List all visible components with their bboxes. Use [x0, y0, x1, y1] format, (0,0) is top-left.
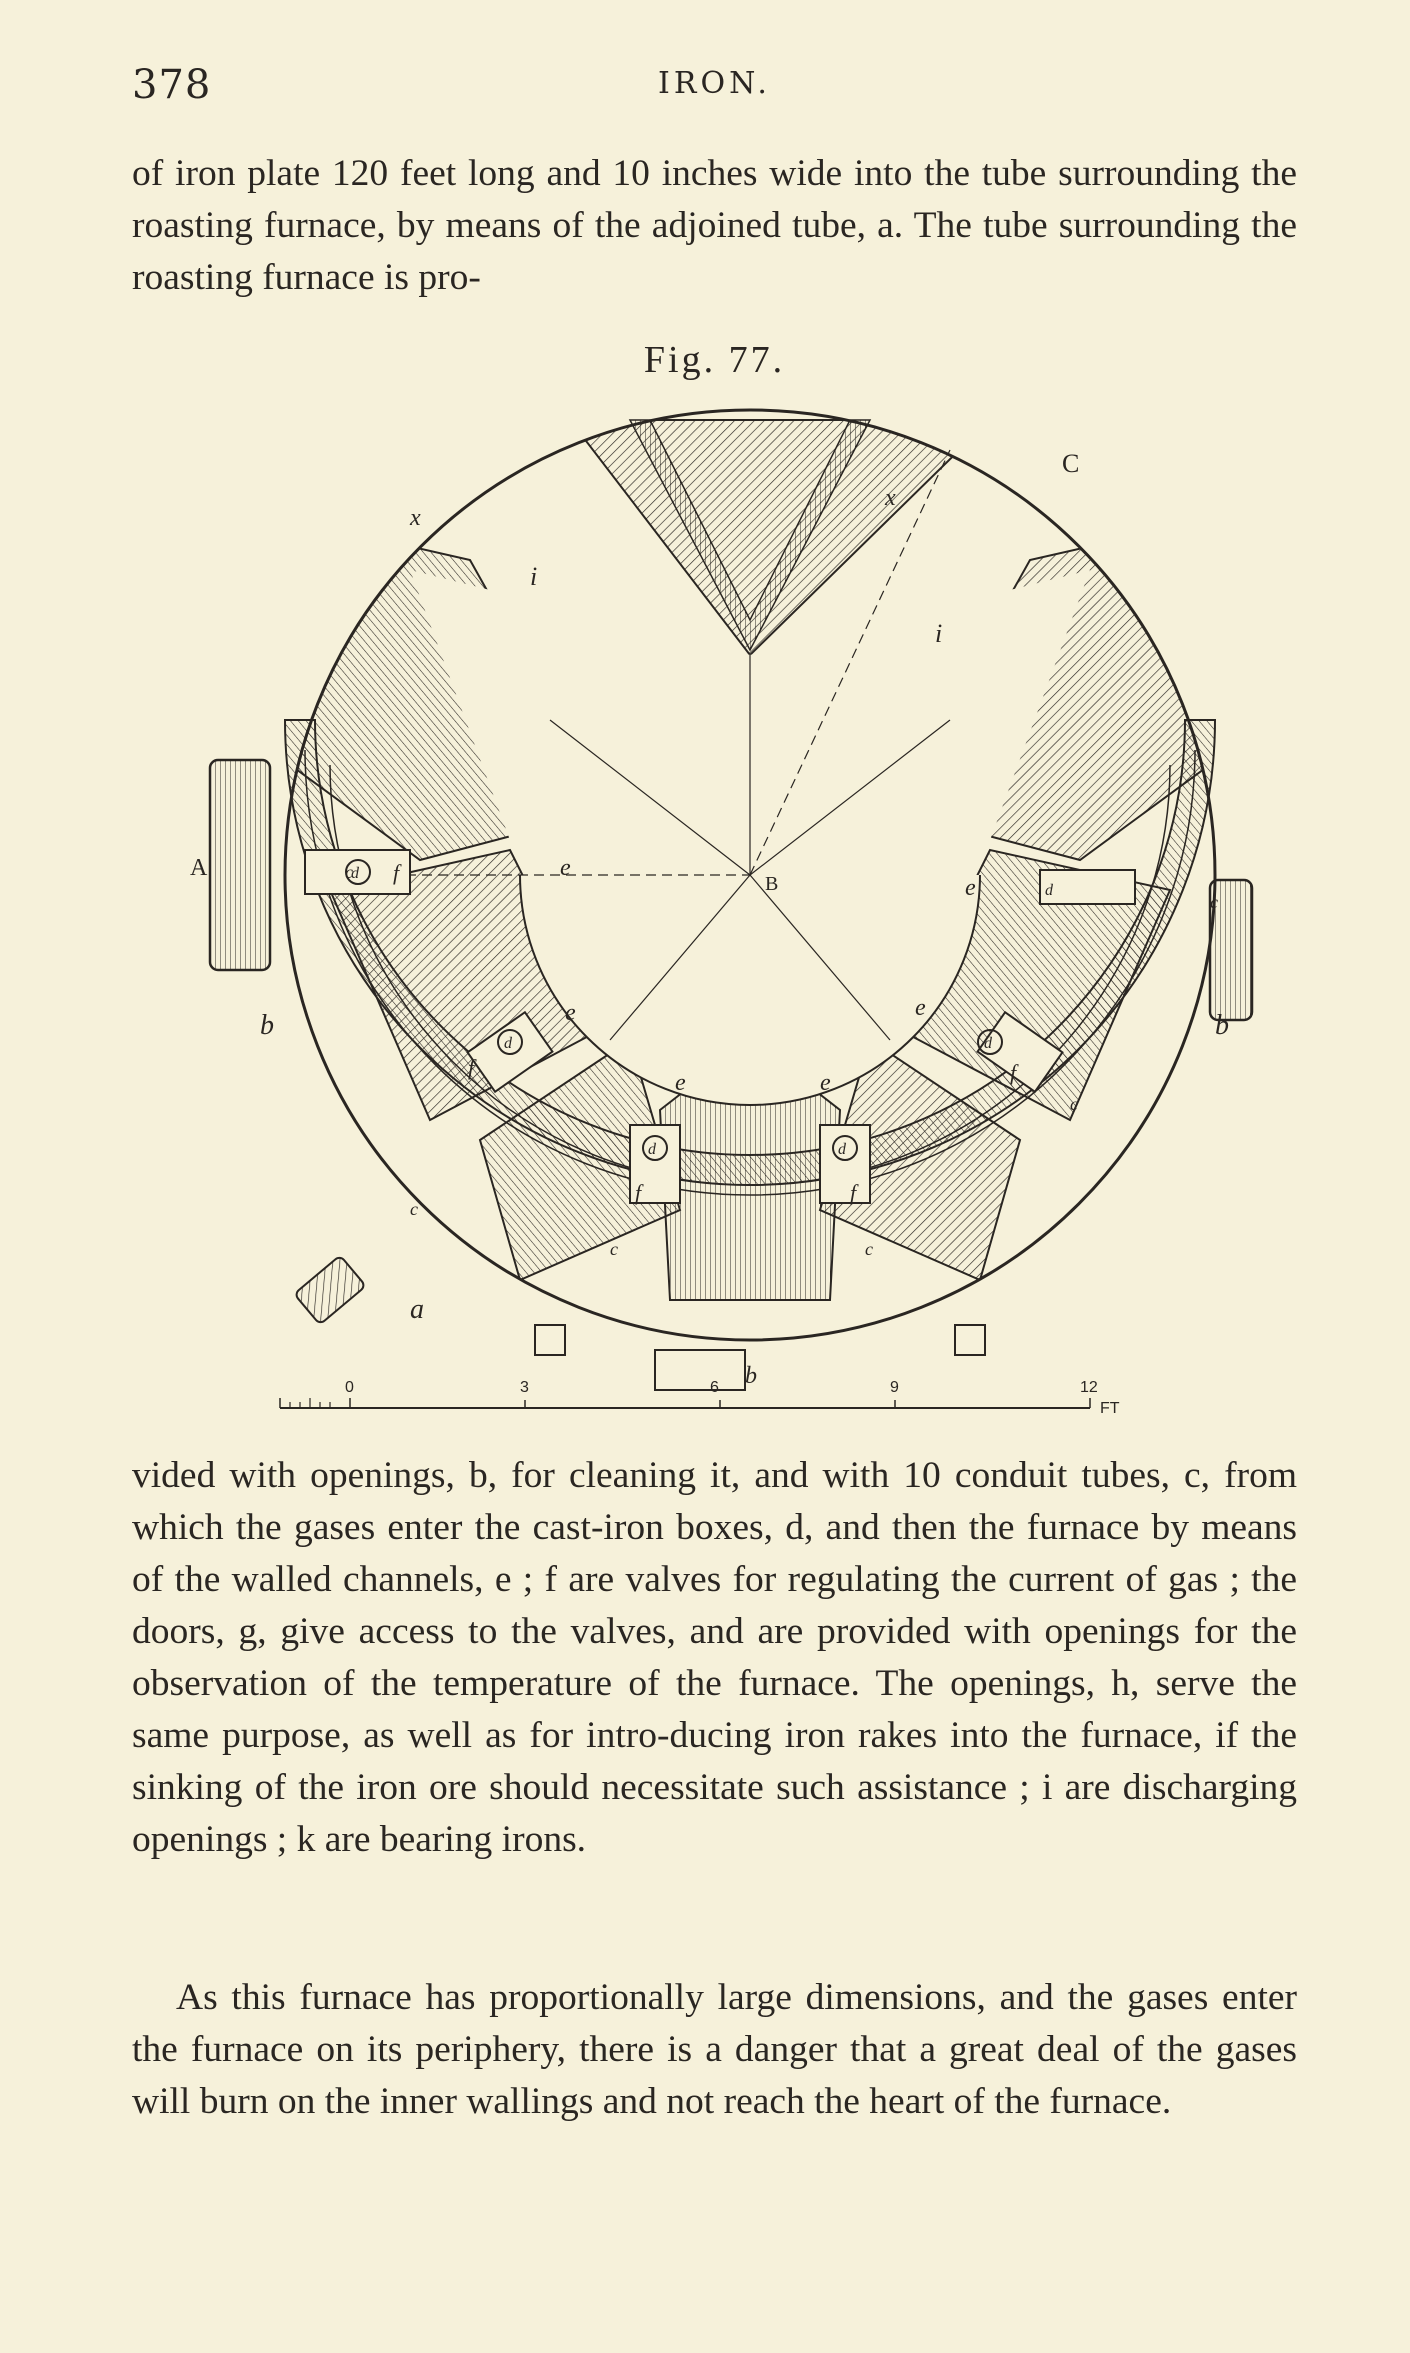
label-e-3: e [675, 1070, 686, 1096]
label-d-3: d [648, 1141, 656, 1158]
label-f-4: f [850, 1180, 857, 1205]
label-d-4: d [838, 1141, 846, 1158]
label-C: C [1062, 449, 1080, 478]
label-c-6: c [1210, 892, 1218, 912]
running-title: IRON. [658, 66, 771, 101]
paragraph-danger: As this furnace has proportionally large dimensions, and the gases enter the furnace on its periphery, there is a danger that a great deal of the gases will burn on the inner wallings and not reach the heart of the furnace. [132, 1977, 1297, 2122]
paragraph-intro: of iron plate 120 feet long and 10 inches wide into the tube surrounding the roasting furnace, by means of the adjoined tube, a. The tube surrounding the roasting furnace is pro- [132, 153, 1297, 298]
paragraph-description: vided with openings, b, for cleaning it, and with 10 conduit tubes, c, from which the gases enter the cast-iron boxes, d, and then the furnace by means of the walled channels, e ; f are valves for regulating the current of gas ; the doors, g, give access to the valves, and are provided with openings for the observation of the temperature of the furnace. The openings, h, serve the same purpose, as well as for intro-ducing iron rakes into the furnace, if the sinking of the iron ore should necessitate such assistance ; i are discharging openings ; k are bearing irons. [132, 1455, 1297, 1860]
label-d-6: d [1045, 882, 1053, 899]
label-d-1: d [351, 865, 359, 882]
label-c-3: c [610, 1239, 618, 1259]
label-x-2: x [885, 485, 896, 511]
label-d-5: d [984, 1035, 992, 1052]
label-f-1: f [393, 860, 400, 885]
label-e-2: e [565, 1000, 576, 1026]
scale-unit: FT [1100, 1400, 1120, 1417]
label-c-2: c [410, 1199, 418, 1219]
label-f-3: f [635, 1180, 642, 1205]
figure-caption: Fig. 77. [643, 339, 786, 381]
label-f-2: f [468, 1055, 475, 1080]
scale-tick-6: 6 [710, 1379, 719, 1396]
label-c-1: c [345, 862, 353, 882]
label-c-4: c [865, 1239, 873, 1259]
furnace-plan-drawing [190, 420, 1240, 1430]
label-e-1: e [560, 855, 571, 881]
label-i-1: i [530, 562, 538, 591]
label-e-5: e [915, 995, 926, 1021]
label-b-right: b [1215, 1010, 1229, 1041]
label-i-2: i [935, 619, 943, 648]
label-a: a [410, 1294, 424, 1325]
scale-tick-3: 3 [520, 1379, 529, 1396]
label-x-1: x [410, 505, 421, 531]
label-d-2: d [504, 1035, 512, 1052]
label-c-5: c [1070, 1094, 1078, 1114]
page-header [132, 62, 1297, 112]
label-b-bottom: b [745, 1363, 757, 1389]
scale-tick-12: 12 [1080, 1379, 1098, 1396]
page-number: 378 [132, 62, 212, 108]
label-e-6: e [965, 875, 976, 901]
scale-tick-0: 0 [345, 1379, 354, 1396]
label-e-4: e [820, 1070, 831, 1096]
label-f-5: f [1010, 1060, 1017, 1085]
label-A: A [190, 855, 208, 881]
label-b-left: b [260, 1010, 274, 1041]
label-B: B [765, 873, 779, 895]
furnace-plan-figure [190, 420, 1240, 1430]
scale-tick-9: 9 [890, 1379, 899, 1396]
